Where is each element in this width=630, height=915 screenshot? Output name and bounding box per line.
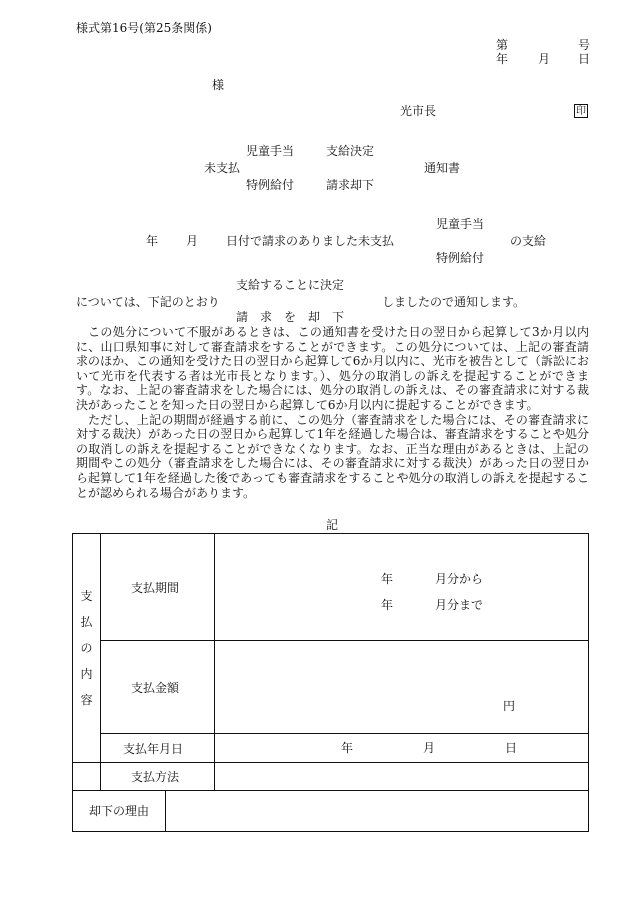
period-value[interactable]: [215, 534, 589, 641]
title-jido: 児童手当: [246, 144, 295, 158]
period-to-year: 年: [381, 598, 394, 612]
method-value[interactable]: [215, 763, 589, 791]
amount-label: 支払金額: [101, 641, 215, 734]
paydate-label: 支払年月日: [101, 734, 215, 763]
notice-paragraph-1: この処分について不服があるときは、この通知書を受けた日の翌日から起算して3か月以内に、山口県知事に対して審査請求をすることができます。この処分については、上記の審査請求のほか、この通知を受けた日の翌日から起算して6か月以内に、光市を被告として（訴訟において光市を代表する者は光市長となります。）、処分の取消しの訴えを提起することができます。なお、上記の審査請求をした場合には、処分の取消しの訴えは、その審査請求に対する裁決があったことを知った日の翌日から起算して6か月以内に提起することができます。: [76, 325, 589, 412]
title-kyakka: 請求却下: [326, 178, 375, 192]
period-to-month: 月分まで: [435, 598, 484, 612]
seal-mark: 印: [576, 106, 586, 117]
body-jido: 児童手当: [436, 217, 485, 231]
date-year: 年: [496, 52, 509, 66]
date-month: 月: [538, 52, 551, 66]
body-no-shikyu: の支給: [510, 234, 547, 248]
vertical-label-tail: [73, 763, 101, 791]
doc-number-dai: 第: [496, 38, 509, 52]
title-tokurei: 特例給付: [246, 178, 295, 192]
reject-reason-label: 却下の理由: [73, 791, 166, 831]
recipient-sama: 様: [212, 78, 225, 92]
title-kettei: 支給決定: [326, 144, 375, 158]
period-from-month: 月分から: [435, 572, 484, 586]
title-tsuchisho: 通知書: [424, 161, 461, 175]
paydate-value[interactable]: [215, 734, 589, 763]
paydate-month: 月: [423, 741, 436, 755]
notice-text: [76, 325, 589, 500]
payment-details-table: [72, 533, 589, 791]
vertical-char: 支: [80, 589, 93, 603]
vertical-char: 払: [80, 615, 93, 629]
form-number: 様式第16号(第25条関係): [76, 21, 212, 35]
body-ni-tsuite: については、下記のとおり: [76, 295, 220, 309]
notice-paragraph-2: ただし、上記の期間が経過する前に、この処分（審査請求をした場合には、その審査請求に対する裁決）があった日の翌日から起算して1年を経過した場合は、審査請求をすることや処分の取消しの訴えを提起することができなくなります。なお、正当な理由があるときは、上記の期間やこの処分（審査請求をした場合には、その審査請求に対する裁決）があった日の翌日から起算して1年を経過した後であっても審査請求をすることや処分の取消しの訴えを提起することが認められる場合があります。: [76, 412, 589, 500]
vertical-label-cell: [73, 534, 101, 763]
paydate-day: 日: [505, 741, 518, 755]
title-mishiharai: 未支払: [204, 161, 241, 175]
body-year: 年: [146, 234, 159, 248]
vertical-char: 内: [80, 667, 93, 681]
body-kyakka-option: 請 求 を 却 下: [236, 310, 345, 324]
period-label: 支払期間: [101, 534, 215, 641]
body-kettei-option: 支給することに決定: [236, 278, 345, 292]
ki-label: 記: [326, 518, 339, 532]
body-tokurei: 特例給付: [436, 251, 485, 265]
vertical-char: の: [80, 641, 93, 655]
issuer: 光市長: [400, 104, 437, 118]
body-tsuchi: しましたので通知します。: [382, 295, 526, 309]
period-from-year: 年: [381, 572, 394, 586]
doc-number-go: 号: [578, 38, 591, 52]
reject-reason-row: [72, 790, 589, 832]
vertical-char: 容: [80, 693, 93, 707]
body-date-text: 日付で請求のありました未支払: [226, 234, 395, 248]
method-label: 支払方法: [101, 763, 215, 791]
amount-value[interactable]: [215, 641, 589, 734]
paydate-year: 年: [341, 741, 354, 755]
date-day: 日: [578, 52, 591, 66]
amount-unit: 円: [503, 699, 516, 713]
body-month: 月: [186, 234, 199, 248]
